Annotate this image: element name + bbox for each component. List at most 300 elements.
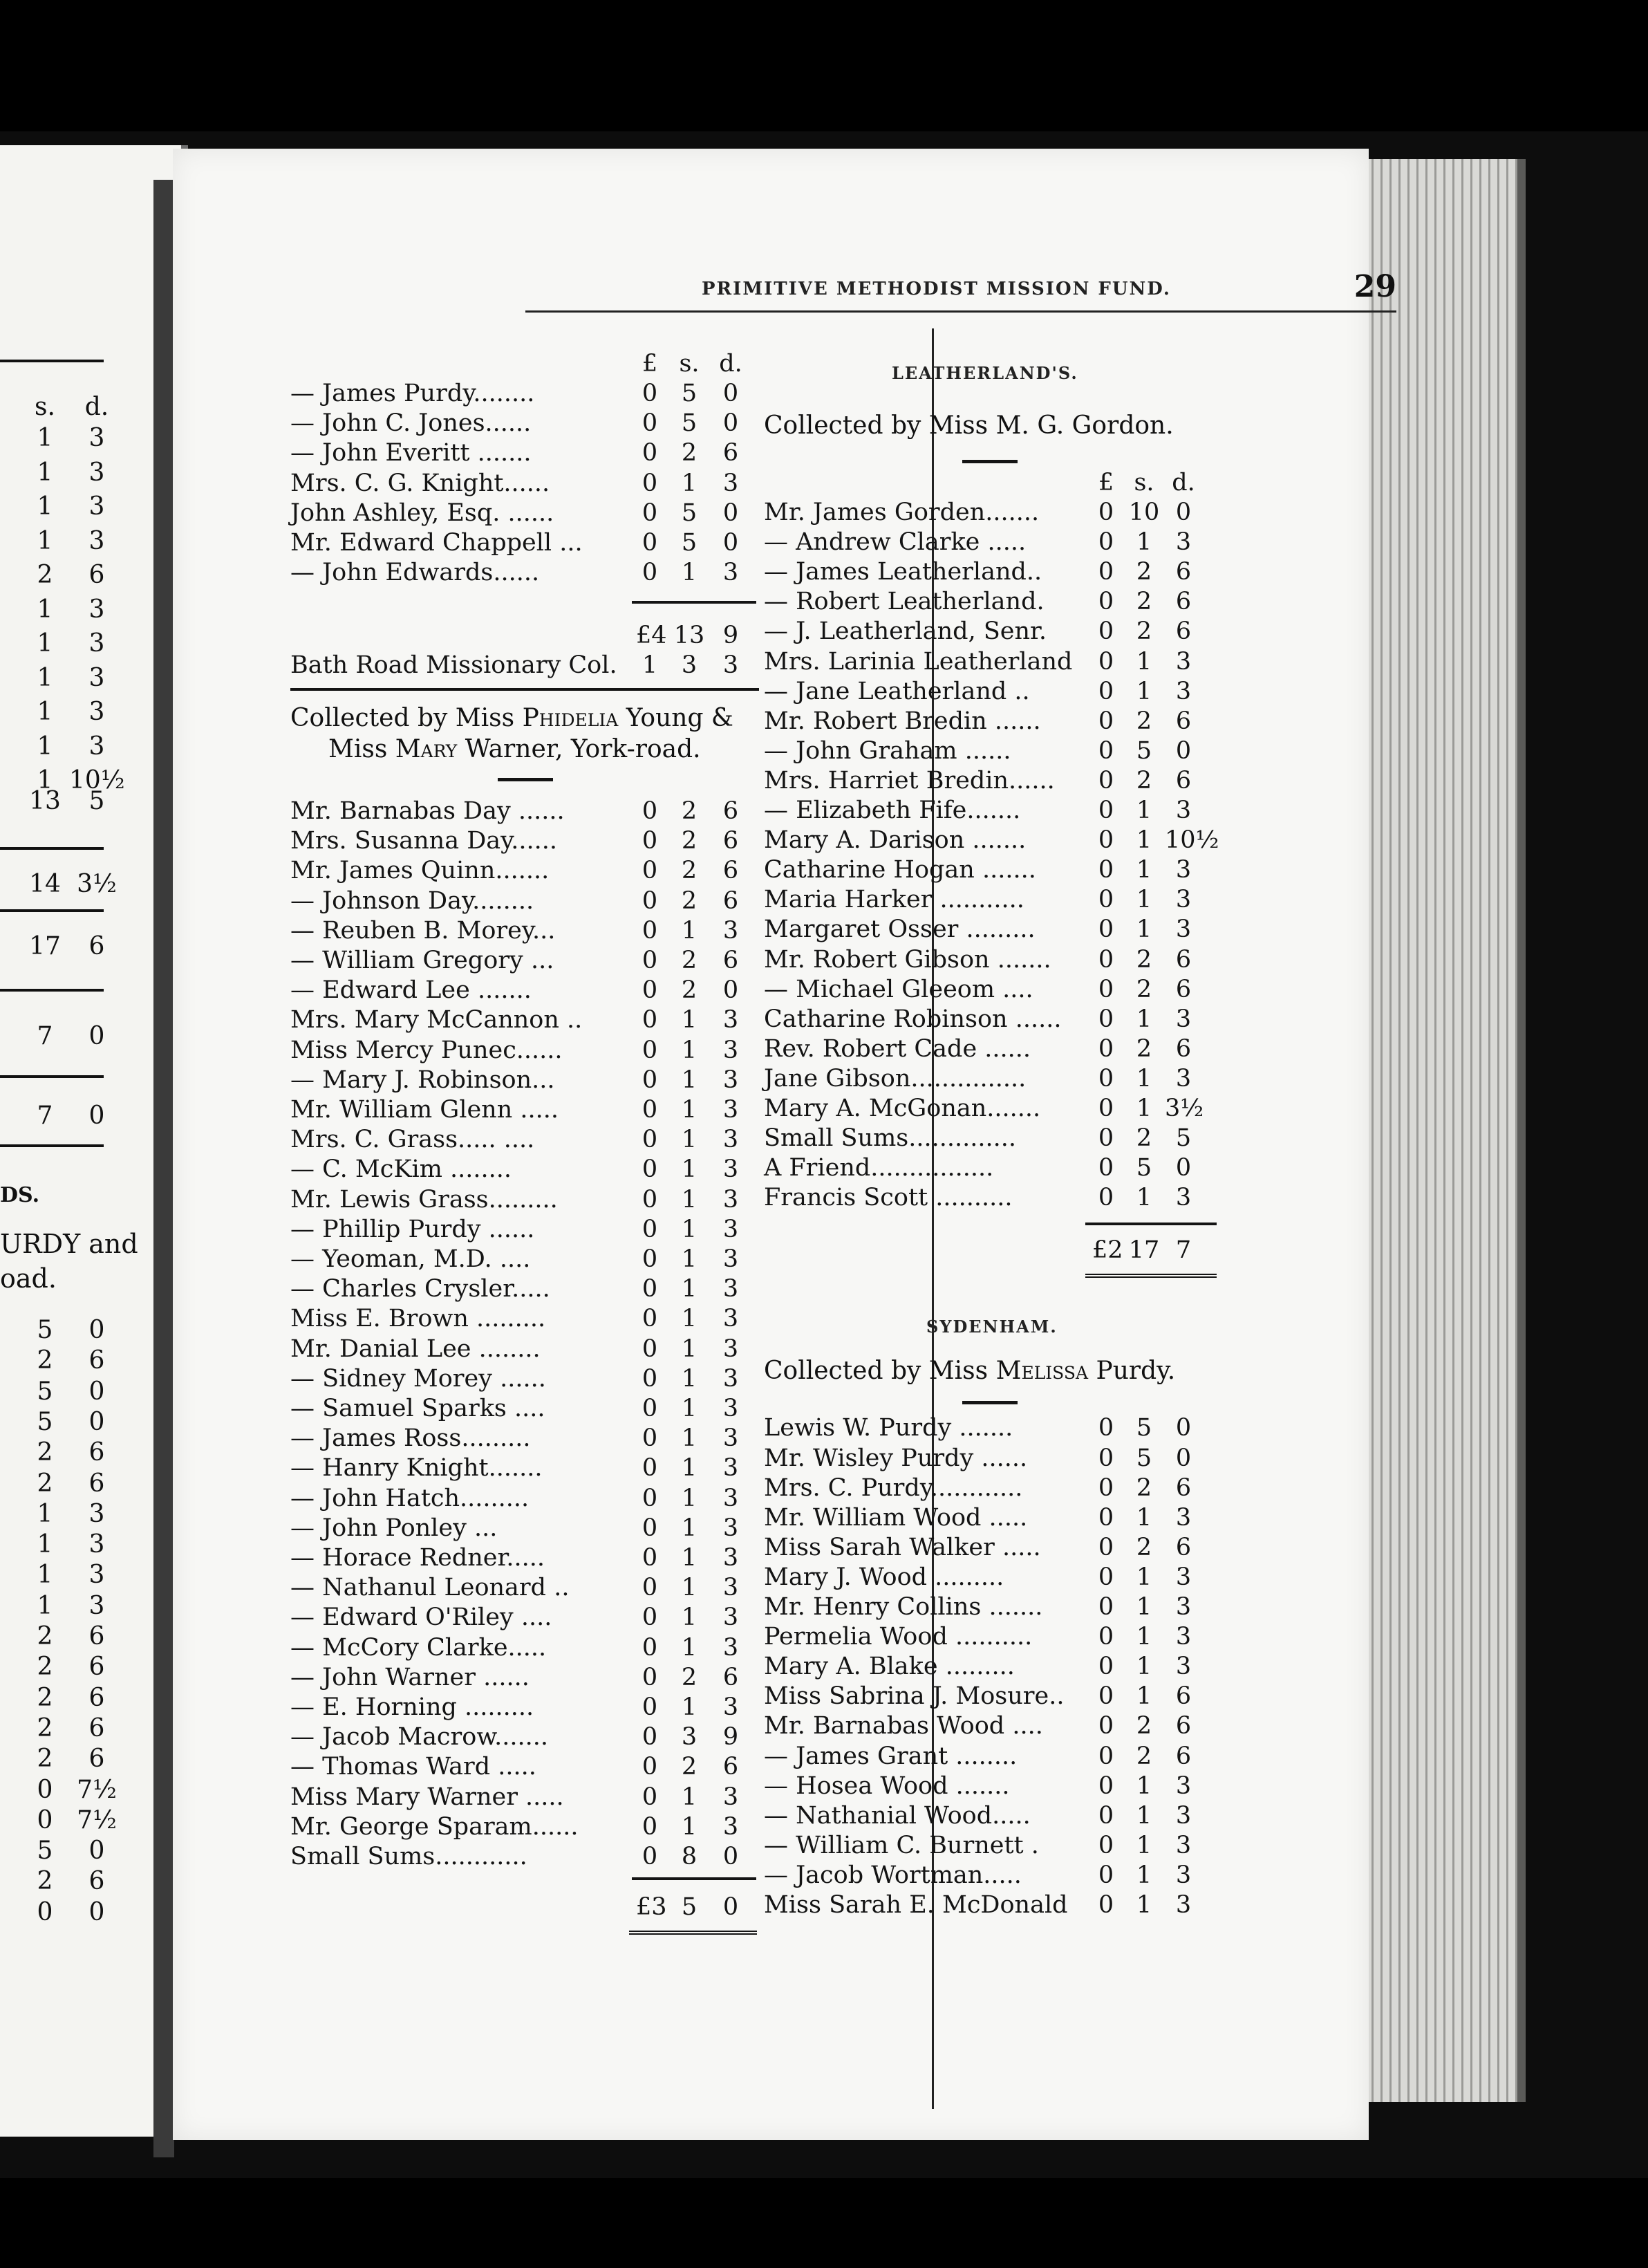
entry-row xyxy=(173,677,1210,707)
amount-shillings: 1 xyxy=(1136,677,1152,705)
amount-pounds: 0 xyxy=(642,916,658,945)
amount-pounds: 0 xyxy=(1098,588,1114,616)
entry-name: Mrs. Harriet Bredin...... xyxy=(764,766,1055,794)
entry-row xyxy=(173,1711,1210,1741)
amount-shillings: 1 xyxy=(1136,1503,1152,1532)
left-pence: 3 xyxy=(88,663,105,692)
amount-pounds: 0 xyxy=(642,1335,658,1363)
amount-shillings: 13 xyxy=(673,622,705,649)
left-pence: 3 xyxy=(88,1530,105,1559)
entry-row xyxy=(173,647,1210,677)
amount-shillings: 1 xyxy=(681,1574,697,1602)
amount-pounds: 0 xyxy=(642,1544,658,1572)
entry-name: Mrs. Susanna Day...... xyxy=(290,827,558,855)
entry-name: — Mary J. Robinson... xyxy=(290,1066,555,1094)
entry-name: Mr. Edward Chappell ... xyxy=(290,529,583,557)
amount-pounds: 0 xyxy=(642,1096,658,1124)
left-shillings: 2 xyxy=(37,561,53,589)
entry-row xyxy=(290,1304,774,1334)
entry-name: Mr. Barnabas Day ...... xyxy=(290,797,565,825)
entry-name: — James Leatherland.. xyxy=(764,558,1042,586)
amount-pence: 6 xyxy=(1175,617,1192,646)
entry-row xyxy=(173,1034,1210,1064)
amount-shillings: 1 xyxy=(1136,1891,1152,1919)
amount-pence: 0 xyxy=(1175,736,1192,765)
amount-shillings: 1 xyxy=(1136,886,1152,914)
amount-pounds: 0 xyxy=(642,1245,658,1273)
amount-shillings: 1 xyxy=(681,1395,697,1422)
main-page xyxy=(173,149,1396,2140)
amount-pounds: 0 xyxy=(642,1723,658,1751)
left-shillings: 1 xyxy=(37,1530,53,1559)
entry-name: Mary J. Wood ......... xyxy=(764,1563,1004,1591)
amount-pounds: 0 xyxy=(1098,528,1114,557)
entry-name: — James Purdy........ xyxy=(290,380,535,407)
left-shillings: 2 xyxy=(37,1346,53,1375)
entry-name: — Edward O'Riley .... xyxy=(290,1604,552,1632)
left-shillings: 7 xyxy=(37,1022,53,1050)
entry-name: — Charles Crysler..... xyxy=(290,1275,550,1303)
entry-name: — John Warner ...... xyxy=(290,1663,530,1691)
amount-shillings: 5 xyxy=(681,1893,697,1922)
amount-pence: 6 xyxy=(1175,558,1192,586)
entry-row xyxy=(173,1622,1210,1652)
amount-pence: 3 xyxy=(1175,528,1192,557)
amount-pounds: 0 xyxy=(1098,766,1114,794)
entry-row xyxy=(173,498,1210,528)
amount-pence: 0 xyxy=(1175,499,1192,526)
entry-row xyxy=(290,409,774,438)
entry-name: — Phillip Purdy ...... xyxy=(290,1215,535,1243)
entry-name: Rev. Robert Cade ...... xyxy=(764,1034,1031,1063)
entry-name: — Jane Leatherland .. xyxy=(764,677,1030,705)
amount-shillings: 1 xyxy=(681,1066,697,1094)
entry-row xyxy=(290,1335,774,1364)
amount-pence: 6 xyxy=(1175,1533,1192,1561)
amount-pence: 3 xyxy=(1175,1653,1192,1681)
amount-pence: 3 xyxy=(722,1275,739,1303)
entry-name: Catharine Hogan ....... xyxy=(764,856,1036,884)
left-top-rule xyxy=(0,360,104,362)
amount-pence: 6 xyxy=(1175,1712,1192,1740)
amount-pence: 6 xyxy=(722,947,739,974)
amount-pence: 3 xyxy=(722,1574,739,1602)
amount-shillings: 1 xyxy=(681,1155,697,1184)
amount-pounds: 0 xyxy=(642,409,658,438)
left-pence: 6 xyxy=(88,1438,105,1467)
left-shillings: 1 xyxy=(37,732,53,761)
amount-pence: 3 xyxy=(722,1544,739,1572)
amount-shillings: 5 xyxy=(1136,1414,1152,1442)
amount-pence: 3 xyxy=(1175,1503,1192,1532)
entry-row xyxy=(173,796,1210,826)
amount-shillings: 17 xyxy=(1128,1236,1160,1265)
entry-name: Mrs. C. G. Knight...... xyxy=(290,469,550,497)
amount-pounds: 0 xyxy=(1098,1742,1114,1770)
entry-name: Bath Road Missionary Col. xyxy=(290,651,617,679)
entry-name: Mr. Wisley Purdy ...... xyxy=(764,1444,1028,1472)
amount-pence: 3 xyxy=(1175,1831,1192,1859)
amount-pence: 3 xyxy=(722,1424,739,1453)
section-title-sydenham: SYDENHAM. xyxy=(926,1317,1058,1337)
amount-pounds: 0 xyxy=(1098,1831,1114,1859)
amount-pounds: 0 xyxy=(1098,617,1114,646)
left-shillings: 13 xyxy=(29,787,61,815)
entry-name: — Horace Redner..... xyxy=(290,1544,545,1572)
amount-pounds: 0 xyxy=(642,1693,658,1721)
amount-shillings: 1 xyxy=(681,1633,697,1662)
amount-pence: 3 xyxy=(722,1185,739,1214)
amount-pounds: 0 xyxy=(1098,1124,1114,1153)
amount-pounds: 0 xyxy=(642,1395,658,1422)
amount-pounds: 0 xyxy=(1098,1891,1114,1919)
left-shillings: 2 xyxy=(37,1622,53,1651)
amount-pounds: 0 xyxy=(642,1484,658,1512)
entry-row xyxy=(173,1005,1210,1034)
entry-name: — Jacob Macrow....... xyxy=(290,1723,549,1751)
collector-line: Collected by Miss Melissa Purdy. xyxy=(764,1357,1176,1386)
amount-shillings: 1 xyxy=(681,1275,697,1303)
left-pence: 3 xyxy=(88,1591,105,1620)
amount-pence: 3 xyxy=(722,469,739,497)
left-shillings: 1 xyxy=(37,492,53,521)
header-pence: d. xyxy=(1172,469,1195,496)
entry-row xyxy=(173,617,1210,647)
entry-name: Francis Scott .......... xyxy=(764,1184,1013,1212)
amount-shillings: 5 xyxy=(681,529,697,557)
amount-shillings: 1 xyxy=(681,1245,697,1273)
page-number: 29 xyxy=(1354,269,1396,304)
amount-shillings: 1 xyxy=(681,1693,697,1721)
amount-pence: 3 xyxy=(1175,856,1192,884)
amount-pence: 3 xyxy=(722,1812,739,1841)
entry-row xyxy=(290,1274,774,1304)
amount-pence: 3 xyxy=(722,1006,739,1034)
amount-pounds: 0 xyxy=(642,1066,658,1094)
entry-row xyxy=(173,707,1210,736)
amount-pounds: 0 xyxy=(1098,886,1114,914)
amount-pence: 6 xyxy=(1175,588,1192,616)
total-double-rule xyxy=(1085,1274,1217,1278)
amount-pence: 6 xyxy=(1175,1474,1192,1502)
left-pence: 3 xyxy=(88,492,105,521)
left-rule xyxy=(0,909,104,912)
left-rule xyxy=(0,1075,104,1078)
amount-pence: 3 xyxy=(1175,1064,1192,1093)
left-pence: 3 xyxy=(88,424,105,452)
amount-shillings: 1 xyxy=(681,1126,697,1154)
amount-pence: 3 xyxy=(722,651,739,679)
entry-name: — John Graham ...... xyxy=(764,736,1011,765)
left-shillings: 1 xyxy=(37,766,53,794)
amount-pounds: 0 xyxy=(1098,1772,1114,1800)
amount-pounds: 0 xyxy=(642,469,658,497)
entry-row xyxy=(173,1890,1210,1920)
left-shillings: 14 xyxy=(29,870,61,898)
amount-shillings: 2 xyxy=(1136,707,1152,735)
entry-name: Mr. William Glenn ..... xyxy=(290,1096,559,1124)
entry-name: Mrs. C. Purdy............ xyxy=(764,1474,1023,1502)
entry-name: Small Sums............ xyxy=(290,1843,527,1870)
entry-name: Margaret Osser ......... xyxy=(764,915,1036,944)
entry-row xyxy=(173,1153,1210,1183)
amount-shillings: 1 xyxy=(681,1185,697,1214)
amount-shillings: 2 xyxy=(1136,766,1152,794)
left-fragment-heading: DS. xyxy=(0,1183,40,1207)
amount-pounds: 0 xyxy=(1098,707,1114,735)
left-shillings: 1 xyxy=(37,458,53,487)
scan-bottom-border xyxy=(0,2178,1648,2268)
entry-row xyxy=(173,528,1210,557)
amount-pounds: 0 xyxy=(642,1663,658,1691)
amount-shillings: 2 xyxy=(681,797,697,825)
amount-shillings: 2 xyxy=(681,1663,697,1691)
entry-name: — E. Horning ......... xyxy=(290,1693,534,1721)
amount-pence: 3 xyxy=(722,559,739,587)
amount-pounds: 0 xyxy=(642,499,658,527)
amount-shillings: 1 xyxy=(1136,528,1152,557)
amount-pounds: 0 xyxy=(642,1215,658,1243)
left-pence: 6 xyxy=(88,1653,105,1682)
amount-pounds: £2 xyxy=(1092,1236,1123,1265)
entry-name: — James Grant ........ xyxy=(764,1742,1018,1770)
left-shillings: 1 xyxy=(37,698,53,726)
left-pence: 10½ xyxy=(69,766,125,794)
amount-pence: 3 xyxy=(1175,915,1192,944)
currency-header xyxy=(290,349,774,379)
entry-name: — William C. Burnett . xyxy=(764,1831,1039,1859)
amount-pence: 3 xyxy=(722,1395,739,1422)
amount-pounds: 1 xyxy=(642,651,658,679)
amount-shillings: 1 xyxy=(1136,1623,1152,1651)
amount-pounds: 0 xyxy=(1098,1064,1114,1093)
amount-pence: 6 xyxy=(722,797,739,825)
amount-pence: 7 xyxy=(1175,1236,1192,1265)
amount-shillings: 5 xyxy=(681,409,697,438)
amount-pounds: 0 xyxy=(642,1843,658,1870)
amount-shillings: 5 xyxy=(1136,1154,1152,1182)
amount-pounds: £4 xyxy=(636,622,667,649)
amount-shillings: 2 xyxy=(681,947,697,974)
left-pence: 3 xyxy=(88,629,105,658)
amount-shillings: 1 xyxy=(1136,1861,1152,1889)
amount-pounds: 0 xyxy=(642,1783,658,1811)
left-pence: 7½ xyxy=(77,1775,117,1804)
entry-name: Miss Mary Warner ..... xyxy=(290,1783,564,1811)
entry-name: — C. McKim ........ xyxy=(290,1155,512,1184)
entry-row xyxy=(173,975,1210,1005)
left-shillings: 2 xyxy=(37,1469,53,1498)
left-rule xyxy=(0,847,104,850)
amount-pence: 6 xyxy=(722,1753,739,1781)
amount-pounds: 0 xyxy=(1098,1503,1114,1532)
amount-pounds: 0 xyxy=(1098,647,1114,676)
amount-pence: 3 xyxy=(1175,1623,1192,1651)
amount-pounds: 0 xyxy=(1098,1682,1114,1711)
amount-shillings: 1 xyxy=(1136,797,1152,824)
amount-pence: 3 xyxy=(1175,1772,1192,1800)
left-pence: 0 xyxy=(88,1316,105,1344)
left-pence: 3 xyxy=(88,732,105,761)
amount-shillings: 1 xyxy=(681,559,697,587)
left-pence: 3 xyxy=(88,526,105,555)
amount-shillings: 5 xyxy=(681,380,697,407)
entry-row xyxy=(173,855,1210,885)
amount-pounds: 0 xyxy=(1098,1034,1114,1063)
amount-shillings: 1 xyxy=(1136,647,1152,676)
left-shillings: 1 xyxy=(37,526,53,555)
amount-shillings: 2 xyxy=(681,857,697,885)
amount-shillings: 5 xyxy=(1136,1444,1152,1472)
entry-name: Small Sums.............. xyxy=(764,1124,1016,1153)
left-shillings: 2 xyxy=(37,1867,53,1896)
entry-row xyxy=(290,438,774,468)
entry-name: Catharine Robinson ...... xyxy=(764,1005,1062,1033)
entry-name: Mr. Henry Collins ....... xyxy=(764,1593,1043,1621)
amount-shillings: 8 xyxy=(681,1843,697,1870)
left-pence: 3 xyxy=(88,1561,105,1590)
amount-pounds: 0 xyxy=(1098,1623,1114,1651)
left-pence: 6 xyxy=(88,1683,105,1712)
amount-shillings: 2 xyxy=(681,886,697,915)
amount-pounds: 0 xyxy=(1098,915,1114,944)
entry-name: — Edward Lee ....... xyxy=(290,976,532,1005)
entry-name: — Hosea Wood ....... xyxy=(764,1772,1010,1800)
entry-name: — Nathanial Wood..... xyxy=(764,1801,1031,1830)
amount-pounds: 0 xyxy=(642,1753,658,1781)
amount-shillings: 1 xyxy=(681,1514,697,1542)
entry-row xyxy=(173,915,1210,945)
left-shillings: 1 xyxy=(37,629,53,658)
entry-row xyxy=(173,1124,1210,1153)
entry-name: Mr. Barnabas Wood .... xyxy=(764,1712,1043,1740)
amount-shillings: 1 xyxy=(681,1305,697,1333)
amount-pence: 3 xyxy=(1175,1563,1192,1591)
amount-shillings: 2 xyxy=(1136,1742,1152,1770)
entry-row xyxy=(173,1474,1210,1503)
entry-name: Mr. Robert Gibson ....... xyxy=(764,945,1051,974)
left-pence: 0 xyxy=(88,1022,105,1050)
left-pence: 6 xyxy=(88,561,105,589)
entry-name: Mr. Lewis Grass......... xyxy=(290,1185,558,1214)
amount-pence: 3 xyxy=(1175,647,1192,676)
left-shillings: 17 xyxy=(29,932,61,960)
entry-row xyxy=(290,379,774,409)
amount-pence: 3 xyxy=(1175,797,1192,824)
amount-pence: 3 xyxy=(1175,677,1192,705)
amount-pence: 3 xyxy=(722,1454,739,1482)
amount-pounds: 0 xyxy=(642,797,658,825)
entry-name: — Yeoman, M.D. .... xyxy=(290,1245,531,1273)
amount-shillings: 1 xyxy=(1136,826,1152,855)
left-pence: 3½ xyxy=(77,870,117,898)
amount-pence: 0 xyxy=(722,380,739,407)
left-shillings: 2 xyxy=(37,1683,53,1712)
amount-pounds: 0 xyxy=(1098,1184,1114,1212)
amount-shillings: 1 xyxy=(681,1812,697,1841)
left-fragment-collector: URDY and xyxy=(0,1229,138,1259)
entry-row xyxy=(173,1094,1210,1124)
amount-pounds: 0 xyxy=(642,1514,658,1542)
left-pence: 6 xyxy=(88,1713,105,1742)
subtotal-rule xyxy=(1085,1223,1217,1225)
left-pence: 0 xyxy=(88,1897,105,1926)
amount-pence: 3 xyxy=(722,1215,739,1243)
total-double-rule xyxy=(629,1931,757,1935)
amount-pence: 3 xyxy=(722,1066,739,1094)
amount-shillings: 2 xyxy=(1136,617,1152,646)
entry-name: — John Hatch......... xyxy=(290,1484,530,1512)
entry-name: — Robert Leatherland. xyxy=(764,588,1045,616)
amount-pounds: 0 xyxy=(1098,826,1114,855)
entry-row xyxy=(173,1444,1210,1474)
amount-pence: 9 xyxy=(722,622,739,649)
amount-pounds: 0 xyxy=(1098,1095,1114,1122)
amount-pence: 3 xyxy=(1175,1184,1192,1212)
entry-name: — John Ponley ... xyxy=(290,1514,498,1542)
left-shillings: 0 xyxy=(37,1805,53,1834)
amount-pence: 3 xyxy=(722,1633,739,1662)
amount-shillings: 1 xyxy=(681,1096,697,1124)
entry-name: Lewis W. Purdy ....... xyxy=(764,1414,1013,1442)
left-pence: 7½ xyxy=(77,1805,117,1834)
amount-pounds: 0 xyxy=(642,1574,658,1602)
left-pence: 6 xyxy=(88,1469,105,1498)
amount-pounds: 0 xyxy=(1098,677,1114,705)
amount-pence: 3 xyxy=(722,1364,739,1393)
amount-pounds: 0 xyxy=(1098,558,1114,586)
entry-name: Miss Sarah E. McDonald xyxy=(764,1891,1068,1919)
entry-name: — Michael Gleeom .... xyxy=(764,975,1033,1003)
left-shillings: 2 xyxy=(37,1653,53,1682)
amount-pence: 3 xyxy=(722,916,739,945)
entry-row xyxy=(173,885,1210,915)
left-shillings: 5 xyxy=(37,1837,53,1866)
amount-shillings: 2 xyxy=(1136,1124,1152,1153)
left-shillings: 0 xyxy=(37,1775,53,1804)
amount-pounds: 0 xyxy=(1098,1593,1114,1621)
left-fragment-road: oad. xyxy=(0,1263,57,1294)
amount-pence: 6 xyxy=(722,886,739,915)
left-pence: 6 xyxy=(88,1867,105,1896)
entry-name: Mary A. Darison ....... xyxy=(764,826,1027,855)
entry-row xyxy=(173,1064,1210,1094)
amount-pence: 0 xyxy=(722,529,739,557)
entry-name: — James Ross......... xyxy=(290,1424,531,1453)
amount-pounds: 0 xyxy=(1098,856,1114,884)
page-header xyxy=(525,266,1396,315)
entry-name: Miss Mercy Punec...... xyxy=(290,1036,563,1064)
amount-shillings: 3 xyxy=(681,1723,697,1751)
amount-shillings: 2 xyxy=(1136,558,1152,586)
entry-name: — Nathanul Leonard .. xyxy=(290,1574,570,1602)
amount-pence: 3 xyxy=(722,1036,739,1064)
amount-pence: 3 xyxy=(722,1514,739,1542)
collector-line-1: Collected by Miss Phidelia Young & xyxy=(290,704,733,732)
entry-name: — Elizabeth Fife....... xyxy=(764,797,1021,824)
left-shillings: 1 xyxy=(37,663,53,692)
left-pence: 6 xyxy=(88,932,105,960)
amount-shillings: 1 xyxy=(1136,1563,1152,1591)
scan-top-border xyxy=(0,0,1648,131)
left-header-d: d. xyxy=(84,393,109,421)
header-pence: d. xyxy=(719,350,742,378)
amount-shillings: 10 xyxy=(1128,499,1160,526)
entry-row xyxy=(173,1533,1210,1563)
amount-pounds: 0 xyxy=(1098,1533,1114,1561)
left-header-s: s. xyxy=(35,393,55,421)
amount-pounds: 0 xyxy=(642,1424,658,1453)
